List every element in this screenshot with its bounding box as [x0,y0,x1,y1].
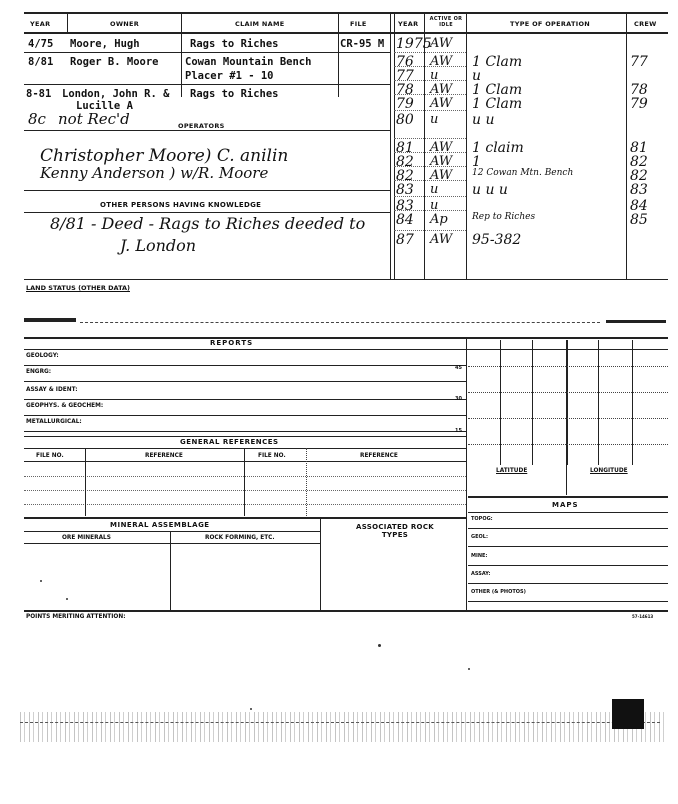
map-row-label: MINE: [471,553,488,559]
grid-rule [566,340,568,465]
map-rule [468,528,668,529]
claim-name: Cowan Mountain Bench [185,56,312,68]
header-active: ACTIVE OR IDLE [429,16,463,28]
header-rule [24,32,668,34]
activity-rule [394,210,466,211]
refs-rule [24,490,466,491]
rock-forming-label: ROCK FORMING, ETC. [205,535,275,541]
report-row-label: METALLURGICAL: [26,419,82,425]
report-rule [24,431,466,432]
report-rule [24,381,466,382]
refs-rule [24,436,466,437]
file-no: CR-95 M [340,38,385,50]
grid-rule [500,340,501,465]
owner-name: Roger B. Moore [70,56,159,68]
activity-crew: 83 [630,182,648,198]
activity-status: AW [430,54,453,69]
report-row-label: GEOLOGY: [26,353,59,359]
activity-year: 87 [396,232,414,248]
activity-status: u [430,112,439,127]
activity-crew: 84 [630,198,648,214]
map-rule [468,546,668,547]
scan-speck [378,644,381,647]
col-rule [85,448,86,516]
activity-type: u u [472,112,495,128]
header-owner: OWNER [110,20,140,28]
report-row-label: ASSAY & IDENT: [26,387,78,393]
maps-title: MAPS [552,501,579,509]
grid-rule [632,340,633,465]
activity-year: 78 [396,82,414,98]
activity-year: 77 [396,68,414,84]
activity-status: AW [430,82,453,97]
report-rule [24,365,466,366]
header-type-operation: TYPE OF OPERATION [510,20,591,28]
report-scale-number: 30 [455,396,462,402]
activity-type: 1 Clam [472,82,523,98]
col-rule [67,12,68,33]
associated-rock-types-title: ASSOCIATED ROCK TYPES [356,523,434,539]
activity-year: 80 [396,112,414,128]
ref-col-file-no-2: FILE NO. [258,453,286,459]
mineral-rule [24,543,320,544]
land-status-label: LAND STATUS (OTHER DATA) [26,284,130,292]
map-row-label: GEOL: [471,534,488,540]
ref-col-reference: REFERENCE [145,453,183,459]
activity-type: u [472,68,482,84]
mineral-rule [24,517,466,519]
row-rule [24,52,390,53]
scan-noise [20,712,665,742]
map-row-label: OTHER (& PHOTOS) [471,589,526,595]
grid-rule [468,444,668,445]
map-row-label: TOPOG: [471,516,493,522]
report-rule [24,399,466,400]
owner-year: 8/81 [28,56,54,68]
row-rule [24,279,668,280]
owner-year-handwritten: 8c [28,110,46,128]
activity-status: AW [430,36,453,51]
activity-rule [394,152,466,153]
header-year2: YEAR [398,20,419,28]
report-scale-number: 45 [455,365,462,371]
owner-year: 8-81 [26,88,52,100]
activity-type: 1 claim [472,140,524,156]
maps-rule [468,496,668,498]
activity-status: AW [430,232,453,247]
grid-rule [468,392,668,393]
scan-speck [468,668,470,670]
activity-rule [394,52,466,53]
points-meriting-label: POINTS MERITING ATTENTION: [26,614,126,620]
activity-status: u [430,198,439,213]
owner-note-handwritten: not Rec'd [58,110,130,128]
map-rule [468,565,668,566]
row-rule [24,190,390,191]
operator-line: Kenny Anderson ) w/R. Moore [40,164,269,182]
activity-year: 83 [396,198,414,214]
mineral-assemblage-title: MINERAL ASSEMBLAGE [110,521,210,529]
col-rule [466,12,467,279]
claim-name-line2: Placer #1 - 10 [185,70,274,82]
activity-status: u [430,182,439,197]
points-rule [24,610,668,612]
other-persons-label: OTHER PERSONS HAVING KNOWLEDGE [100,201,262,209]
grid-rule [532,340,533,465]
refs-rule [24,448,466,449]
activity-crew: 78 [630,82,648,98]
activity-year: 83 [396,182,414,198]
col-rule [390,12,391,279]
activity-rule [394,80,466,81]
activity-status: AW [430,154,453,169]
activity-status: AW [430,140,453,155]
scan-smudge [606,320,666,323]
owner-name-line2: Lucille A [76,100,133,112]
activity-status: AW [430,96,453,111]
refs-rule [24,504,466,505]
activity-crew: 77 [630,54,648,70]
owner-name: Moore, Hugh [70,38,140,50]
activity-rule [394,230,466,231]
ref-col-reference-2: REFERENCE [360,453,398,459]
activity-year: 82 [396,154,414,170]
latitude-label: LATITUDE [496,468,528,474]
scan-speck [66,598,68,600]
activity-rule [394,166,466,167]
activity-crew: 79 [630,96,648,112]
activity-crew: 85 [630,212,648,228]
activity-type: 12 Cowan Mtn. Bench [472,168,574,178]
activity-rule [394,110,466,111]
header-crew: CREW [634,20,657,28]
other-person-line: 8/81 - Deed - Rags to Riches deeded to [50,214,366,233]
col-rule [320,517,321,610]
activity-crew: 82 [630,154,648,170]
grid-rule [566,465,567,495]
col-rule [466,337,467,610]
activity-year: 76 [396,54,414,70]
mineral-rule [24,531,320,532]
reports-rule [24,337,668,339]
activity-status: Ap [430,212,448,227]
scan-speck [250,708,252,710]
activity-type: 1 [472,154,481,170]
form-number: 57-14613 [632,614,654,619]
maps-rule [468,512,668,513]
other-person-line: J. London [120,236,197,255]
activity-type: 1 Clam [472,54,523,70]
activity-rule [394,180,466,181]
reports-rule [24,349,668,350]
activity-rule [394,66,466,67]
scan-speck [40,580,42,582]
registration-mark [612,699,644,729]
claim-name: Rags to Riches [190,38,279,50]
ref-col-file-no: FILE NO. [36,453,64,459]
operator-line: Christopher Moore) C. anilin [40,146,289,166]
activity-rule [394,94,466,95]
reports-title: REPORTS [210,339,254,347]
row-rule [24,212,390,213]
map-rule [468,601,668,602]
grid-rule [468,366,668,367]
activity-rule [394,138,466,139]
header-year: YEAR [30,20,51,28]
row-rule [24,84,390,85]
report-rule [24,415,466,416]
activity-type: Rep to Riches [472,212,536,222]
report-row-label: ENGRG: [26,369,52,375]
report-row-label: GEOPHYS. & GEOCHEM: [26,403,104,409]
row-rule [24,130,390,131]
map-row-label: ASSAY: [471,571,491,577]
grid-rule [468,418,668,419]
activity-type: u u u [472,182,508,198]
general-references-title: GENERAL REFERENCES [180,438,279,446]
claim-name: Rags to Riches [190,88,279,100]
map-rule [468,583,668,584]
activity-rule [394,196,466,197]
ore-minerals-label: ORE MINERALS [62,535,111,541]
col-rule [626,12,627,279]
operators-label: OPERATORS [178,122,225,130]
activity-year: 82 [396,168,414,184]
col-rule [306,448,307,516]
activity-type: 95-382 [472,232,522,248]
activity-crew: 81 [630,140,648,156]
report-scale-number: 15 [455,428,462,434]
longitude-label: LONGITUDE [590,468,628,474]
header-claim-name: CLAIM NAME [235,20,285,28]
owner-year: 4/75 [28,38,54,50]
refs-rule [24,461,466,462]
activity-crew: 82 [630,168,648,184]
scan-smudge [24,318,76,322]
col-rule [244,448,245,516]
activity-status: AW [430,168,453,183]
top-border [24,12,668,14]
header-file: FILE [350,20,367,28]
activity-year: 1975 [396,36,432,52]
activity-year: 81 [396,140,414,156]
activity-year: 84 [396,212,414,228]
scan-line [80,322,600,323]
refs-rule [24,476,466,477]
grid-rule [598,340,599,465]
owner-name: London, John R. & [62,88,170,100]
activity-type: 1 Clam [472,96,523,112]
activity-year: 79 [396,96,414,112]
activity-status: u [430,68,439,83]
